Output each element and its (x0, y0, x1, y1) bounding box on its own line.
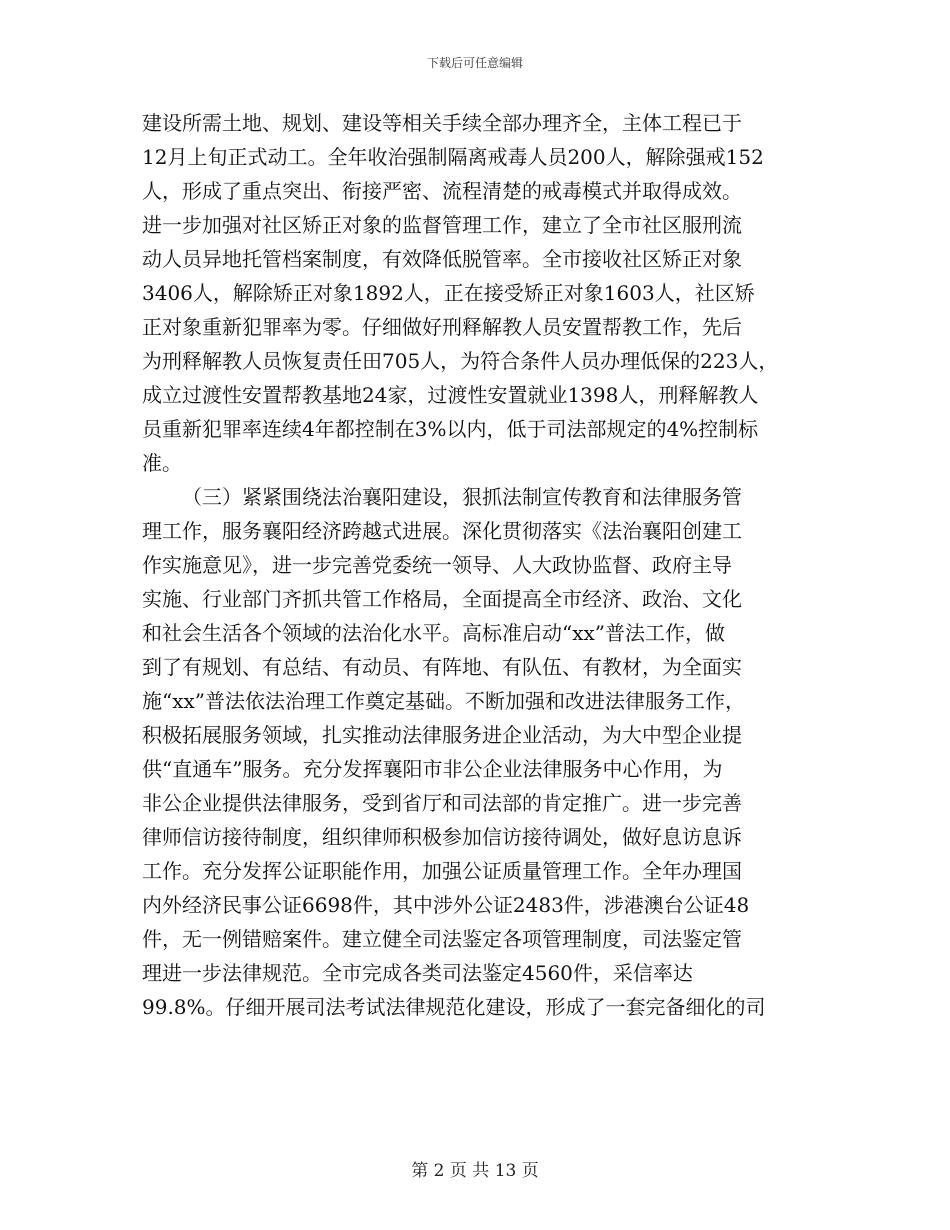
text-line: 成立过渡性安置帮教基地24家，过渡性安置就业1398人，刑释解教人 (142, 383, 759, 407)
text-line: 和社会生活各个领域的法治化水平。高标准启动“xx”普法工作，做 (142, 621, 726, 645)
text-line: 进一步加强对社区矫正对象的监督管理工作，建立了全市社区服刑流 (142, 213, 742, 237)
text-line: 工作。充分发挥公证职能作用，加强公证质量管理工作。全年办理国 (142, 859, 742, 883)
text-line: 3406人，解除矫正对象1892人，正在接受矫正对象1603人，社区矫 (142, 281, 755, 305)
text-line: 准。 (142, 451, 182, 475)
text-line: 员重新犯罪率连续4年都控制在3%以内，低于司法部规定的4%控制标 (142, 417, 759, 441)
text-line: 作实施意见》，进一步完善党委统一领导、人大政协监督、政府主导 (142, 553, 732, 577)
text-line: 内外经济民事公证6698件，其中涉外公证2483件，涉港澳台公证48 (142, 893, 750, 917)
text-line: 非公企业提供法律服务，受到省厅和司法部的肯定推广。进一步完善 (142, 791, 742, 815)
document-body (142, 106, 832, 1024)
text-line: 理进一步法律规范。全市完成各类司法鉴定4560件，采信率达 (142, 961, 693, 985)
text-line: 动人员异地托管档案制度，有效降低脱管率。全市接收社区矫正对象 (142, 247, 742, 271)
text-line: 建设所需土地、规划、建设等相关手续全部办理齐全，主体工程已于 (142, 111, 742, 135)
page-header-note: 下载后可任意编辑 (426, 56, 523, 70)
text-line: 供“直通车”服务。充分发挥襄阳市非公企业法律服务中心作用，为 (142, 757, 723, 781)
text-line: 99.8%。仔细开展司法考试法律规范化建设，形成了一套完备细化的司 (142, 995, 766, 1019)
page-number-footer: 第 2 页 共 13 页 (411, 1161, 539, 1181)
text-line: 件，无一例错赔案件。建立健全司法鉴定各项管理制度，司法鉴定管 (142, 927, 742, 951)
paragraph-start-line: （三）紧紧围绕法治襄阳建设，狠抓法制宣传教育和法律服务管 (182, 485, 742, 509)
text-line: 实施、行业部门齐抓共管工作格局，全面提高全市经济、政治、文化 (142, 587, 742, 611)
text-line: 12月上旬正式动工。全年收治强制隔离戒毒人员200人，解除强戒152 (142, 145, 764, 169)
text-line: 人，形成了重点突出、衔接严密、流程清楚的戒毒模式并取得成效。 (142, 179, 742, 203)
text-line: 理工作，服务襄阳经济跨越式进展。深化贯彻落实《法治襄阳创建工 (142, 519, 742, 543)
text-line: 到了有规划、有总结、有动员、有阵地、有队伍、有教材，为全面实 (142, 655, 742, 679)
text-line: 积极拓展服务领域，扎实推动法律服务进企业活动，为大中型企业提 (142, 723, 742, 747)
text-line: 为刑释解教人员恢复责任田705人，为符合条件人员办理低保的223人， (142, 349, 779, 373)
text-line: 律师信访接待制度，组织律师积极参加信访接待调处，做好息访息诉 (142, 825, 742, 849)
text-line: 正对象重新犯罪率为零。仔细做好刑释解教人员安置帮教工作，先后 (142, 315, 742, 339)
text-line: 施“xx”普法依法治理工作奠定基础。不断加强和改进法律服务工作， (142, 689, 746, 713)
